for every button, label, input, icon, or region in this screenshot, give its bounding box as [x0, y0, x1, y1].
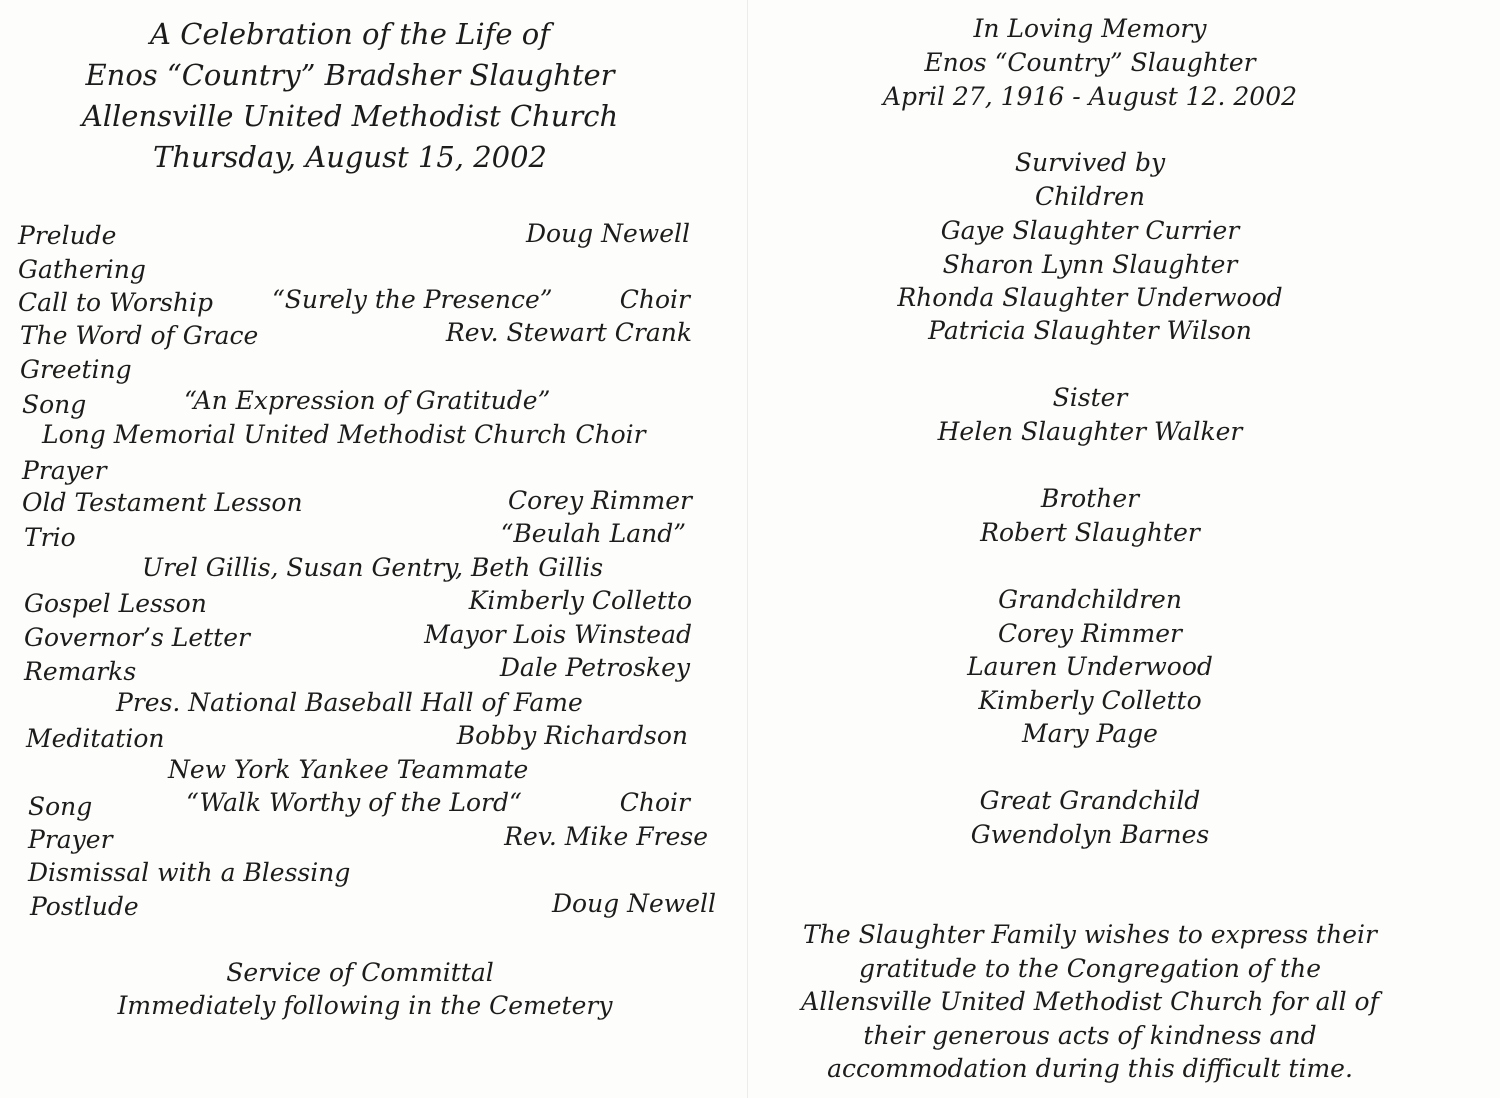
service-detail-song-2: “Walk Worthy of the Lord“	[186, 788, 522, 817]
service-detail-yankee-teammate: New York Yankee Teammate	[168, 755, 529, 784]
service-by-call-to-worship: Choir	[619, 285, 690, 314]
service-detail-hall-of-fame: Pres. National Baseball Hall of Fame	[116, 688, 583, 717]
family-member: Helen Slaughter Walker	[937, 417, 1243, 446]
program-title-line-1: A Celebration of the Life of	[150, 17, 550, 51]
service-item-gospel-lesson: Gospel Lesson	[24, 589, 207, 618]
service-item-remarks: Remarks	[24, 657, 137, 686]
family-member: Sharon Lynn Slaughter	[942, 250, 1238, 279]
service-item-song-1: Song	[22, 390, 87, 419]
service-item-governors-letter: Governor’s Letter	[24, 623, 250, 652]
service-item-meditation: Meditation	[26, 724, 165, 753]
service-item-gathering: Gathering	[18, 255, 146, 284]
service-detail-call-to-worship: “Surely the Presence”	[272, 285, 553, 314]
service-by-prayer-2: Rev. Mike Frese	[504, 822, 708, 851]
service-detail-song-1: “An Expression of Gratitude”	[184, 386, 551, 415]
service-by-song-2: Choir	[619, 788, 690, 817]
family-group-title-grandchildren: Grandchildren	[998, 585, 1182, 614]
service-by-postlude: Doug Newell	[551, 889, 716, 918]
thanks-line-4: their generous acts of kindness and	[863, 1021, 1317, 1050]
family-group-title-brother: Brother	[1040, 484, 1140, 513]
service-by-trio: “Beulah Land”	[500, 519, 686, 548]
family-member: Lauren Underwood	[967, 652, 1213, 681]
program-title-line-2: Enos “Country” Bradsher Slaughter	[85, 58, 615, 92]
service-detail-choir: Long Memorial United Methodist Church Choir	[42, 420, 646, 449]
service-by-gospel-lesson: Kimberly Colletto	[468, 586, 692, 615]
service-detail-trio-members: Urel Gillis, Susan Gentry, Beth Gillis	[142, 553, 604, 582]
family-member: Gaye Slaughter Currier	[940, 216, 1240, 245]
thanks-line-2: gratitude to the Congregation of the	[859, 954, 1321, 983]
service-by-word-of-grace: Rev. Stewart Crank	[445, 318, 692, 347]
family-member: Gwendolyn Barnes	[970, 820, 1210, 849]
service-item-greeting: Greeting	[20, 355, 132, 384]
service-by-remarks: Dale Petroskey	[499, 653, 690, 682]
memorial-heading-line-3: April 27, 1916 - August 12. 2002	[882, 82, 1298, 111]
service-item-prayer-2: Prayer	[28, 825, 113, 854]
service-item-postlude: Postlude	[30, 892, 139, 921]
family-group-title-great-grandchild: Great Grandchild	[979, 786, 1201, 815]
memorial-heading-line-2: Enos “Country” Slaughter	[924, 48, 1256, 77]
program-title-line-4: Thursday, August 15, 2002	[152, 140, 548, 174]
committal-note: Immediately following in the Cemetery	[117, 991, 613, 1020]
family-member: Robert Slaughter	[980, 518, 1200, 547]
thanks-line-3: Allensville United Methodist Church for all of	[801, 987, 1379, 1016]
committal-title: Service of Committal	[226, 958, 494, 987]
memorial-page	[750, 0, 1500, 1098]
service-by-prelude: Doug Newell	[525, 219, 690, 248]
service-by-meditation: Bobby Richardson	[456, 721, 688, 750]
family-member: Kimberly Colletto	[978, 686, 1202, 715]
family-member: Mary Page	[1022, 719, 1158, 748]
service-item-song-2: Song	[28, 792, 93, 821]
thanks-line-5: accommodation during this difficult time.	[827, 1054, 1353, 1083]
service-item-prayer-1: Prayer	[22, 456, 107, 485]
family-member: Rhonda Slaughter Underwood	[897, 283, 1283, 312]
thanks-line-1: The Slaughter Family wishes to express their	[803, 920, 1377, 949]
service-item-call-to-worship: Call to Worship	[18, 288, 213, 317]
service-item-prelude: Prelude	[18, 221, 117, 250]
memorial-heading-line-1: In Loving Memory	[973, 14, 1207, 43]
service-item-old-testament: Old Testament Lesson	[22, 488, 303, 517]
survived-by-heading: Survived by	[1014, 148, 1166, 177]
family-member: Patricia Slaughter Wilson	[928, 316, 1252, 345]
family-group-title-sister: Sister	[1052, 383, 1128, 412]
program-title-line-3: Allensville United Methodist Church	[81, 99, 619, 133]
family-group-title-children: Children	[1034, 182, 1146, 211]
service-by-governors-letter: Mayor Lois Winstead	[424, 620, 692, 649]
family-member: Corey Rimmer	[998, 619, 1182, 648]
service-by-old-testament: Corey Rimmer	[508, 486, 692, 515]
service-item-trio: Trio	[24, 523, 76, 552]
service-item-word-of-grace: The Word of Grace	[20, 321, 259, 350]
service-item-dismissal: Dismissal with a Blessing	[28, 858, 351, 887]
